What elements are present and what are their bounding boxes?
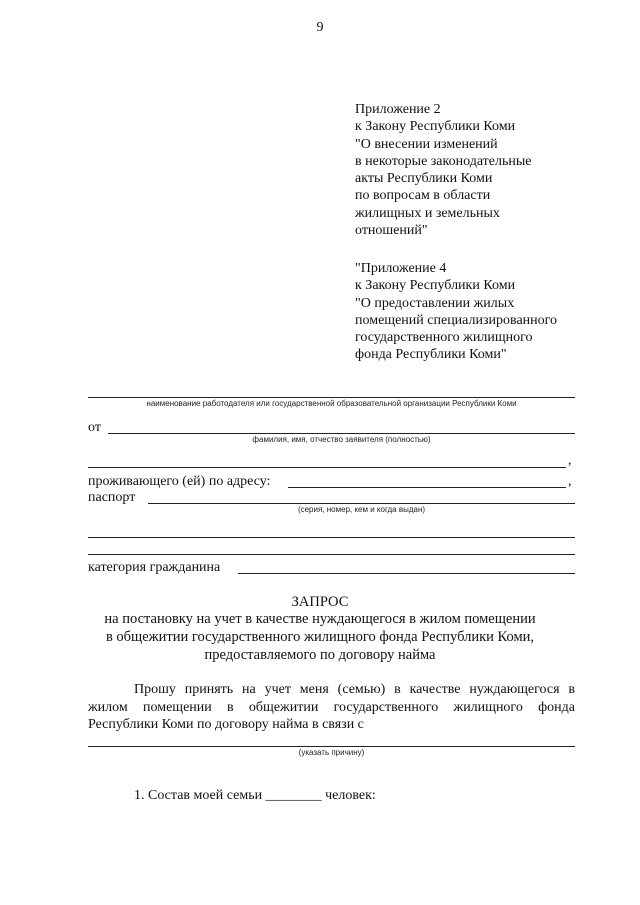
- request-body-line: Прошу принять на учет меня (семью) в качестве нуждающегося в: [134, 682, 575, 697]
- comma-mark: ,: [568, 474, 572, 489]
- request-subtitle: предоставляемого по договору найма: [204, 647, 436, 663]
- family-size-label: 1. Состав моей семьи: [134, 788, 263, 803]
- family-size-line: [134, 788, 376, 804]
- reason-hint: (указать причину): [298, 748, 365, 757]
- appendix-line: помещений специализированного: [355, 312, 558, 328]
- employer-field-line[interactable]: [88, 397, 575, 398]
- reason-field-line[interactable]: [88, 746, 575, 747]
- extra-line[interactable]: [88, 537, 575, 538]
- appendix-line: Приложение 2: [355, 102, 441, 117]
- appendix-4-header: [355, 260, 557, 364]
- category-field-line[interactable]: [238, 573, 575, 574]
- passport-field-line[interactable]: [148, 503, 575, 504]
- passport-hint: (серия, номер, кем и когда выдан): [297, 505, 426, 514]
- employer-hint: наименование работодателя или государственной образовательной организации Республики Коми: [146, 399, 517, 408]
- comma-mark: ,: [568, 453, 572, 468]
- fio-field-line[interactable]: [108, 433, 575, 434]
- family-size-suffix: человек:: [325, 788, 376, 803]
- extra-line[interactable]: [88, 554, 575, 555]
- fio-continuation-line[interactable]: [88, 467, 566, 468]
- appendix-line: к Закону Республики Коми: [355, 278, 516, 294]
- family-size-blank[interactable]: ________: [265, 788, 322, 803]
- appendix-line: фонда Республики Коми": [355, 347, 507, 363]
- appendix-line: отношений": [355, 223, 428, 239]
- address-field-line[interactable]: [288, 487, 566, 488]
- appendix-2-header: [355, 101, 532, 239]
- appendix-line: "О предоставлении жилых: [355, 295, 515, 311]
- appendix-line: в некоторые законодательные: [355, 153, 532, 169]
- appendix-line: жилищных и земельных: [355, 205, 500, 221]
- appendix-line: по вопросам в области: [355, 188, 491, 204]
- appendix-line: "Приложение 4: [355, 261, 447, 276]
- request-subtitle: в общежитии государственного жилищного фонда Республики Коми,: [105, 629, 535, 645]
- request-body-line: жилом помещении в общежитии государственного жилищного фонда: [88, 700, 575, 715]
- from-label: от: [88, 420, 101, 435]
- passport-label: паспорт: [88, 490, 136, 505]
- appendix-line: "О внесении изменений: [355, 136, 498, 152]
- request-subtitle: на постановку на учет в качестве нуждающегося в жилом помещении: [104, 611, 536, 627]
- fio-hint: фамилия, имя, отчество заявителя (полностью): [252, 435, 431, 444]
- appendix-line: акты Республики Коми: [355, 171, 493, 187]
- appendix-line: государственного жилищного: [355, 330, 533, 346]
- request-title: ЗАПРОС: [291, 594, 349, 610]
- category-label: категория гражданина: [88, 560, 221, 575]
- request-body-line: Республики Коми по договору найма в связи с: [88, 717, 364, 732]
- page-number: 9: [316, 20, 324, 35]
- appendix-line: к Закону Республики Коми: [355, 119, 516, 135]
- address-label: проживающего (ей) по адресу:: [88, 474, 271, 489]
